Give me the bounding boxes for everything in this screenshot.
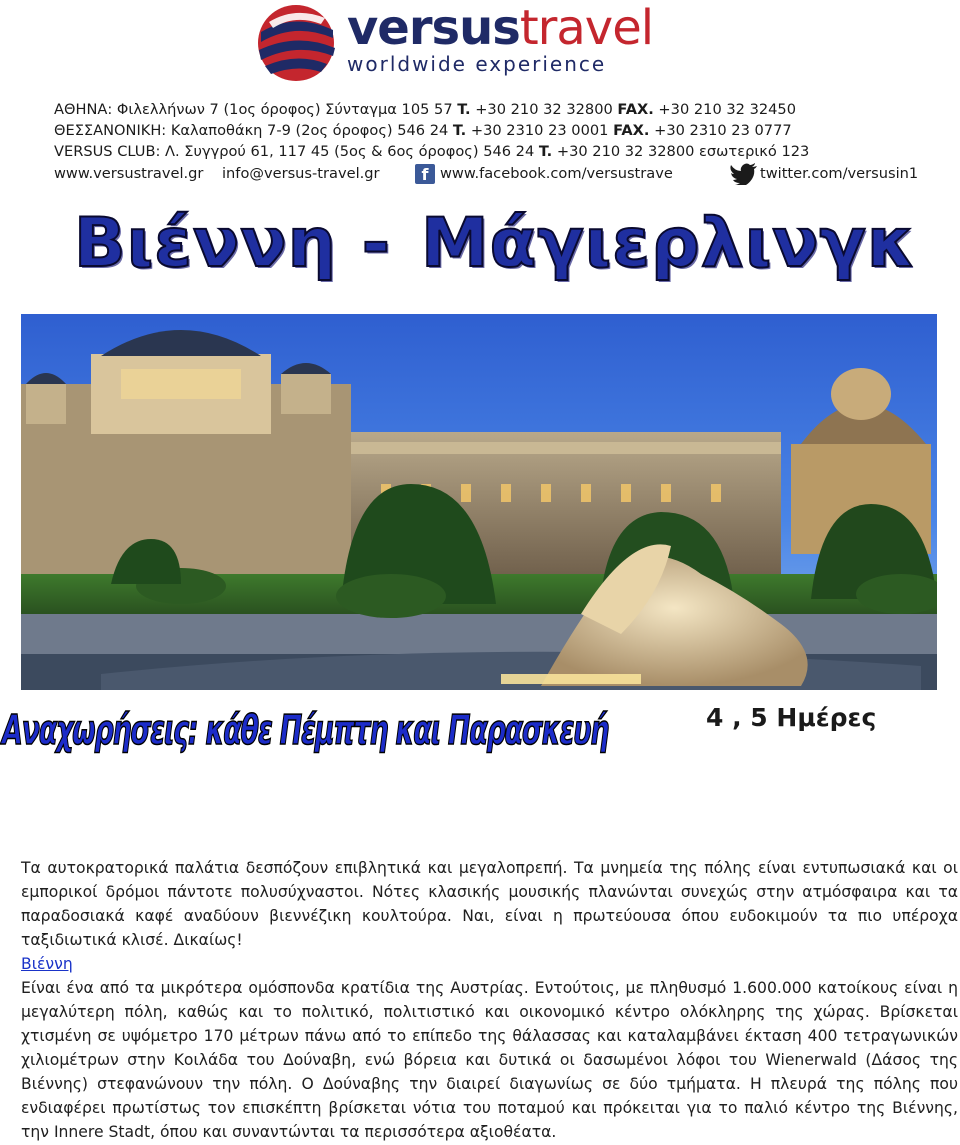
vienna-link[interactable]: Βιέννη <box>21 955 73 973</box>
twitter-link[interactable]: twitter.com/versusin1 <box>760 165 919 182</box>
contact-line-thessaloniki: ΘΕΣΣΑΝΟΝΙΚΗ: Καλαποθάκη 7-9 (2ος όροφος) 546 24 T. +30 2310 23 0001 FAX. +30 2310 23 0777 <box>54 122 792 139</box>
departures-banner: Αναχωρήσεις: κάθε Πέμπτη και Παρασκευή <box>2 706 609 754</box>
website-link[interactable]: www.versustravel.gr <box>54 165 204 182</box>
duration-label: 4 , 5 Ημέρες <box>706 703 877 732</box>
facebook-link[interactable]: www.facebook.com/versustrave <box>440 165 673 182</box>
brand-tagline: worldwide experience <box>347 52 607 76</box>
web-links-row <box>54 163 919 187</box>
globe-logo-icon <box>255 2 337 84</box>
facebook-icon[interactable]: f <box>415 164 435 184</box>
page-title: Βιέννη - Μάγιερλινγκ <box>73 204 917 283</box>
vienna-photo <box>21 314 937 690</box>
intro-paragraph: Τα αυτοκρατορικά παλάτια δεσπόζουν επιβλητικά και μεγαλοπρεπή. Τα μνημεία της πόλης είναι εντυπωσιακά και οι εμπορικοί δρόμοι πάντοτε πολυσύχναστοι. Νότες κλασικής μουσικής πλανώνται συνεχώς στην ατμόσφαιρα και τα παραδοσιακά καφέ αναδύουν βιεννέζικη κουλτούρα. Ναι, είναι η πρωτεύουσα όπου ευδοκιμούν τα πιο υπέροχα ταξιδιωτικά κλισέ. Δικαίως! <box>21 859 958 949</box>
email-link[interactable]: info@versus-travel.gr <box>222 165 380 182</box>
brand-wordmark: versustravel <box>347 0 654 56</box>
article-body <box>21 856 958 1144</box>
contact-line-athens: ΑΘΗΝΑ: Φιλελλήνων 7 (1ος όροφος) Σύνταγμα 105 57 T. +30 210 32 32800 FAX. +30 210 32 32450 <box>54 101 797 118</box>
description-paragraph: Είναι ένα από τα μικρότερα ομόσπονδα κρατίδια της Αυστρίας. Εντούτοις, με πληθυσμό 1.600.000 κατοίκους είναι η μεγαλύτερη πόλη, καθώς και το πολιτικό, πολιτιστικό και οικονομικό κέντρο ολόκληρης της χώρας. Βρίσκεται χτισμένη σε υψόμετρο 170 μέτρων πάνω από το επίπεδο της θάλασσας και καταλαμβάνει έκταση 400 τετραγωνικών χιλιομέτρων στην Κοιλάδα του Δούναβη, ενώ βόρεια και δυτικά οι δασωμένοι λόφοι του Wienerwald (Δάσος της Βιέννης) στεφανώνουν την πόλη. Ο Δούναβης την διαιρεί διαγωνίως σε δύο τμήματα. Η πλευρά της πόλης που ενδιαφέρει πρωτίστως τον επισκέπτη βρίσκεται νότια του ποταμού και πρόκειται για το παλιό κέντρο της Βιέννης, την Innere Stadt, όπου και συναντώνται τα περισσότερα αξιοθέατα. <box>21 979 958 1141</box>
brand-logo <box>255 0 655 86</box>
twitter-icon[interactable] <box>730 163 758 185</box>
contact-line-club: VERSUS CLUB: Λ. Συγγρού 61, 117 45 (5ος & 6ος όροφος) 546 24 T. +30 210 32 32800 εσωτερικό 123 <box>54 143 810 160</box>
